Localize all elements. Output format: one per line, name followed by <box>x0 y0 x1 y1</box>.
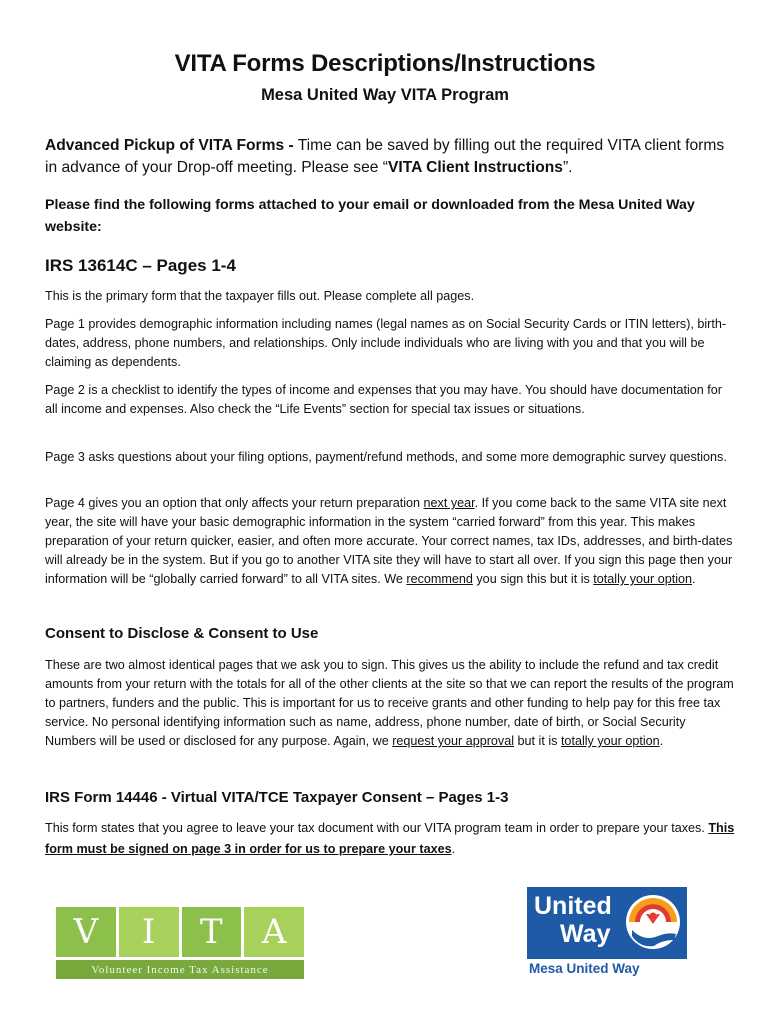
find-forms-instruction: Please find the following forms attached to your email or downloaded from the Mesa United Way website: <box>45 197 695 235</box>
form-14446-signature-note: This form must be signed on page 3 in order for us to prepare your taxes <box>45 821 735 856</box>
page-subtitle: Mesa United Way VITA Program <box>261 86 509 104</box>
united-way-logo <box>527 887 687 979</box>
vita-logo <box>56 907 304 979</box>
consent-heading: Consent to Disclose & Consent to Use <box>45 625 319 642</box>
form-14446-tail: . <box>451 842 456 856</box>
page4-text-a: Page 4 gives you an option that only affects your return preparation <box>45 496 424 510</box>
irs-13614c-page4 <box>45 494 735 589</box>
vita-logo-tagline: Volunteer Income Tax Assistance <box>56 960 304 979</box>
consent-text-c: . <box>659 734 664 748</box>
irs-13614c-page2: Page 2 is a checklist to identify the types of income and expenses that you may have. You should have documentation for all income and expenses. Also check the “Life Events” section for special tax issues or situations. <box>45 383 722 416</box>
consent-text-a: These are two almost identical pages that we ask you to sign. This gives us the ability to include the refund and tax credit amounts from your return with the totals for all of the other clients at the site so that we can report the results of the program to partners, funders and the public. This is important for us to receive grants and other funding to help pay for this free tax service. No personal identifying information such as name, address, phone number, date of birth, or Social Security Numbers will be used or disclosed for any purpose. Again, we <box>45 658 734 748</box>
form-14446-text: This form states that you agree to leave your tax document with our VITA program team in order to prepare your taxes. <box>45 821 709 835</box>
united-way-wordmark <box>534 892 612 948</box>
united-way-caption: Mesa United Way <box>529 961 640 976</box>
consent-paragraph <box>45 656 735 751</box>
irs-13614c-intro: This is the primary form that the taxpayer fills out. Please complete all pages. <box>45 289 475 303</box>
vita-logo-letter: A <box>244 907 304 957</box>
united-way-emblem-icon <box>624 892 682 952</box>
page4-totally-your-option: totally your option <box>593 572 693 586</box>
united-way-line2: Way <box>560 920 611 948</box>
irs-13614c-page3: Page 3 asks questions about your filing options, payment/refund methods, and some more demographic survey questions. <box>45 450 727 464</box>
consent-totally-your-option: totally your option <box>560 734 660 748</box>
vita-logo-letter: T <box>182 907 242 957</box>
vita-logo-letter: I <box>119 907 179 957</box>
form-14446-paragraph <box>45 818 735 860</box>
advanced-pickup-paragraph <box>45 135 735 179</box>
advanced-pickup-tail: ”. <box>562 159 573 176</box>
page4-next-year: next year <box>423 496 475 510</box>
consent-text-b: but it is <box>514 734 561 748</box>
form-14446-heading: IRS Form 14446 - Virtual VITA/TCE Taxpayer Consent – Pages 1-3 <box>45 789 509 806</box>
united-way-logo-box <box>527 887 687 959</box>
vita-client-instructions-ref: VITA Client Instructions <box>387 159 563 176</box>
page-title: VITA Forms Descriptions/Instructions <box>174 50 596 77</box>
page4-text-d: . <box>692 572 696 586</box>
advanced-pickup-lead: Advanced Pickup of VITA Forms - <box>45 137 294 154</box>
united-way-line1: United <box>534 892 612 920</box>
page4-text-b: . If you come back to the same VITA site next year, the site will have your basic demographic information in the system “carried forward” from this year. This makes preparation of your return quicker, easier, and often more accurate. Your correct names, tax IDs, addresses, and birth-dates will already be in the system. But if you go to another VITA site they will have to start all over. If you sign this page then your information will be “globally carried forward” to all VITA sites. We <box>45 496 733 586</box>
irs-13614c-page1: Page 1 provides demographic information including names (legal names as on Social Security Cards or ITIN letters), birth-dates, address, phone numbers, and relationships. Only include individuals who are living with you and that you will be claiming as dependents. <box>45 317 727 369</box>
irs-13614c-heading: IRS 13614C – Pages 1-4 <box>45 256 236 275</box>
consent-request-approval: request your approval <box>392 734 515 748</box>
advanced-pickup-text: Time can be saved by filling out the required VITA client forms in advance of your Drop-off meeting. Please see “ <box>45 137 725 176</box>
vita-logo-letter: V <box>56 907 116 957</box>
page4-text-c: you sign this but it is <box>472 572 594 586</box>
page4-recommend: recommend <box>406 572 473 586</box>
